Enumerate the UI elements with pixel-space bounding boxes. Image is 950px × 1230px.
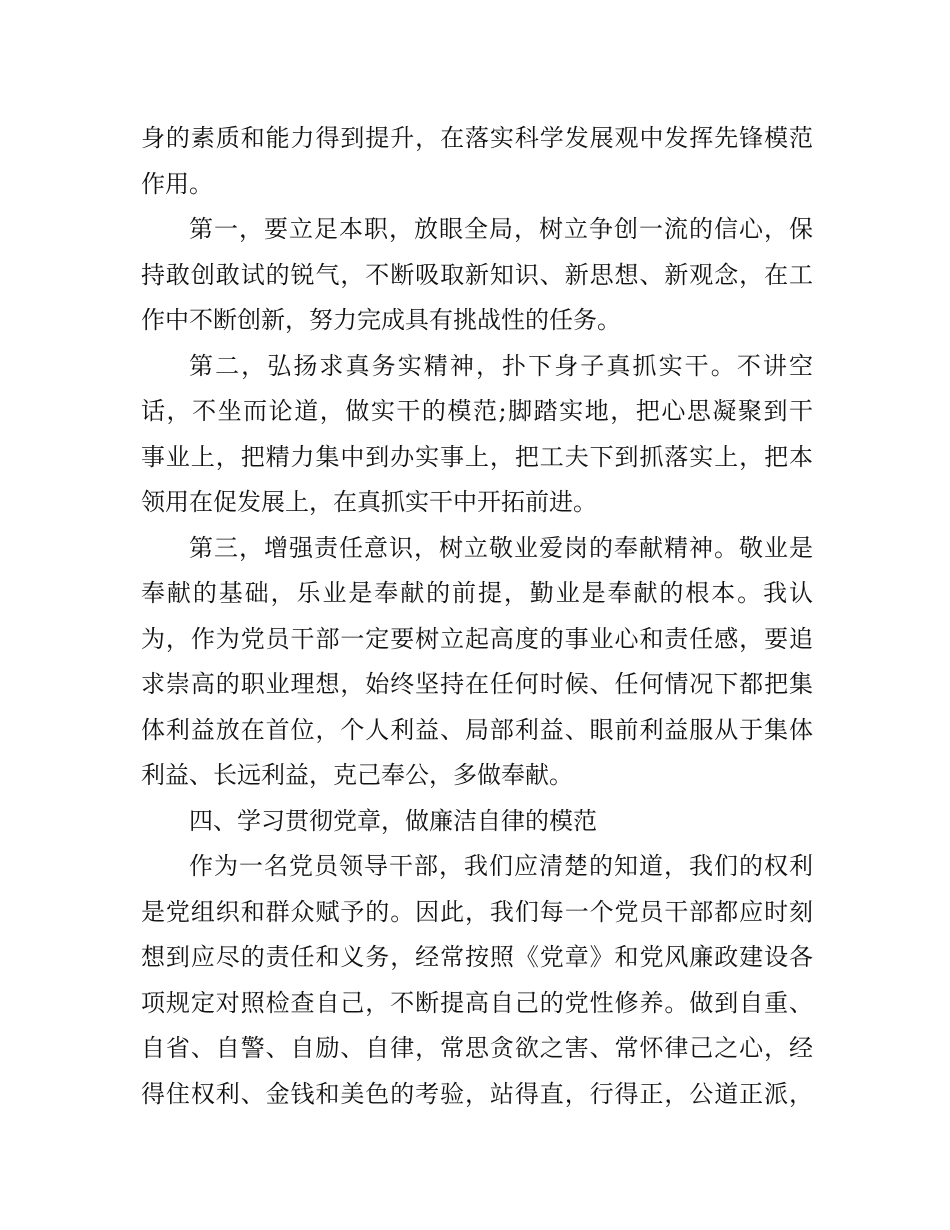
text-line-9: 领用在促发展上，在真抓实干中开拓前进。	[141, 488, 597, 516]
text-line-12: 为，作为党员干部一定要树立起高度的事业心和责任感，要追	[141, 624, 813, 653]
text-line-19: 想到应尽的责任和义务，经常按照《党章》和党风廉政建设各	[141, 943, 813, 971]
text-line-8: 事业上，把精力集中到办实事上，把工夫下到抓落实上，把本	[141, 442, 813, 471]
text-line-22: 得住权利、金钱和美色的考验，站得直，行得正，公道正派，	[141, 1079, 813, 1108]
text-line-11: 奉献的基础，乐业是奉献的前提，勤业是奉献的根本。我认	[141, 579, 813, 607]
text-line-4: 持敢创敢试的锐气，不断吸取新知识、新思想、新观念，在工	[141, 260, 813, 289]
text-line-13: 求崇高的职业理想，始终坚持在任何时候、任何情况下都把集	[141, 670, 813, 698]
text-line-3: 第一，要立足本职，放眼全局，树立争创一流的信心，保	[189, 215, 813, 243]
text-line-7: 话，不坐而论道，做实干的模范;脚踏实地，把心思凝聚到干	[141, 397, 813, 425]
text-line-1: 身的素质和能力得到提升，在落实科学发展观中发挥先锋模范	[141, 124, 813, 152]
text-line-18: 是党组织和群众赋予的。因此，我们每一个党员干部都应时刻	[141, 897, 813, 926]
text-line-20: 项规定对照检查自己，不断提高自己的党性修养。做到自重、	[141, 988, 813, 1017]
text-line-10: 第三，增强责任意识，树立敬业爱岗的奉献精神。敬业是	[189, 533, 813, 562]
text-line-5: 作中不断创新，努力完成具有挑战性的任务。	[141, 306, 621, 334]
text-line-15: 利益、长远利益，克己奉公，多做奉献。	[141, 761, 573, 789]
text-line-17: 作为一名党员领导干部，我们应清楚的知道，我们的权利	[189, 852, 813, 880]
text-line-21: 自省、自警、自励、自律，常思贪欲之害、常怀律己之心，经	[141, 1034, 813, 1062]
document-body	[141, 116, 813, 1117]
text-line-14: 体利益放在首位，个人利益、局部利益、眼前利益服从于集体	[141, 715, 813, 744]
text-line-2: 作用。	[141, 169, 213, 198]
section-heading: 四、学习贯彻党章，做廉洁自律的模范	[189, 806, 597, 835]
text-line-6: 第二，弘扬求真务实精神，扑下身子真抓实干。不讲空	[189, 351, 813, 380]
